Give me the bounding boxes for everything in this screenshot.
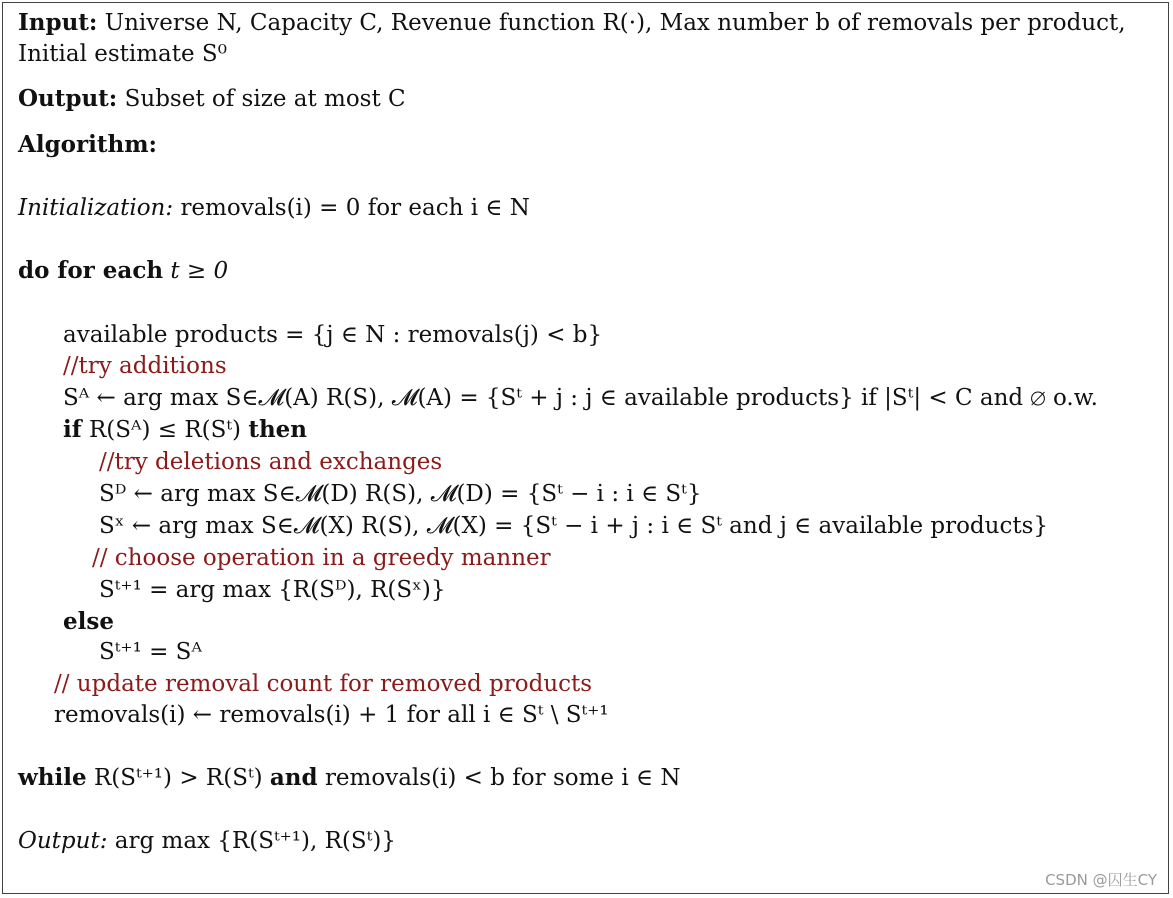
sx-line: Sˣ ← arg max S∈𝓜(X) R(S), 𝓜(X) = {Sᵗ − i + j : i ∈ Sᵗ and j ∈ available products} [99,513,1049,539]
final-output-line [18,826,396,856]
do-line [18,256,228,286]
output-text: Subset of size at most C [124,86,406,112]
while-condition-2: removals(i) < b for some i ∈ N [324,765,681,791]
input-line-2 [18,39,227,69]
do-keyword: do for each [18,257,164,284]
else-keyword: else [63,608,114,635]
comment-greedy: // choose operation in a greedy manner [92,545,551,571]
then-keyword: then [248,416,308,443]
final-output-text: arg max {R(Sᵗ⁺¹), R(Sᵗ)} [114,828,396,854]
comment-deletions: //try deletions and exchanges [99,449,443,475]
input-label: Input: [18,9,98,36]
input-text-2: Initial estimate S⁰ [18,41,227,67]
if-keyword: if [63,416,82,443]
available-products-line: available products = {j ∈ N : removals(j) < b} [63,322,603,348]
final-output-label: Output: [18,828,108,854]
sa-line: Sᴬ ← arg max S∈𝓜(A) R(S), 𝓜(A) = {Sᵗ + j : j ∈ available products} if |Sᵗ| < C and ∅ o.w. [63,385,1098,411]
if-line [63,415,307,445]
output-line [18,84,406,114]
st1-line: Sᵗ⁺¹ = arg max {R(Sᴰ), R(Sˣ)} [99,577,446,603]
do-condition: t ≥ 0 [170,258,229,284]
input-text-1: Universe N, Capacity C, Revenue function R(·), Max number b of removals per product, [104,10,1126,36]
comment-try-additions: //try additions [63,353,227,379]
algorithm-label: Algorithm: [18,131,158,158]
init-text: removals(i) = 0 for each i ∈ N [180,195,530,221]
init-line [18,193,530,223]
watermark: CSDN @囚生CY [1045,871,1157,889]
output-label: Output: [18,85,118,112]
comment-update: // update removal count for removed products [54,671,593,697]
sd-line: Sᴰ ← arg max S∈𝓜(D) R(S), 𝓜(D) = {Sᵗ − i : i ∈ Sᵗ} [99,481,702,507]
while-line [18,763,680,793]
input-line [18,8,1126,38]
update-line: removals(i) ← removals(i) + 1 for all i ∈ Sᵗ \ Sᵗ⁺¹ [54,702,609,728]
init-label: Initialization: [18,195,174,221]
if-condition: R(Sᴬ) ≤ R(Sᵗ) [88,417,242,443]
while-condition-1: R(Sᵗ⁺¹) > R(Sᵗ) [93,765,263,791]
and-keyword: and [269,764,318,791]
while-keyword: while [18,764,87,791]
st1-else-line: Sᵗ⁺¹ = Sᴬ [99,639,202,665]
